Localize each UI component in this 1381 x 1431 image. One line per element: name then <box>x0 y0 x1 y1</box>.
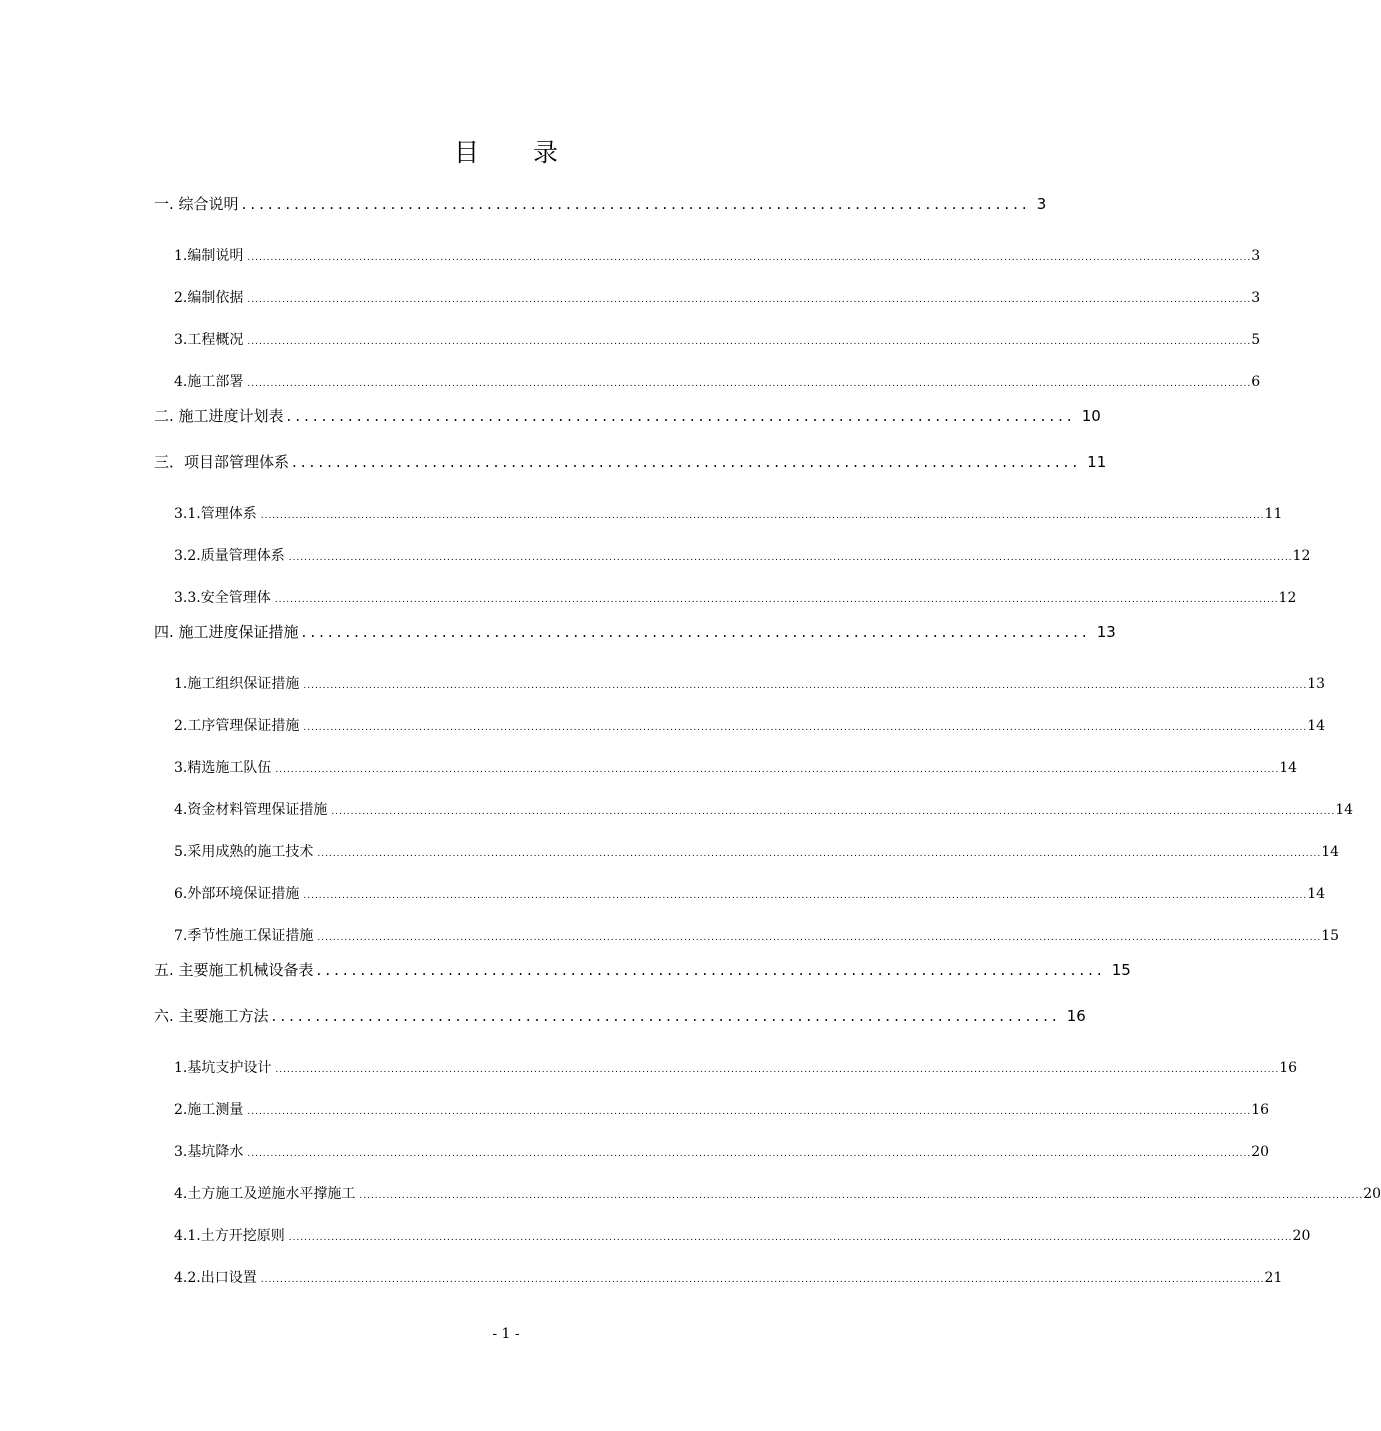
toc-subsection-entry[interactable] <box>154 748 1298 788</box>
toc-leader-dots: .................................................................................................................................................................................................................................................................... <box>247 337 1252 347</box>
toc-title-char-2: 录 <box>533 138 559 167</box>
toc-entry-label: 3.3.安全管理体 <box>174 590 271 606</box>
toc-entry-page: 14 <box>1321 844 1340 860</box>
toc-entry-label: 4.土方施工及逆施水平撑施工 <box>174 1186 356 1202</box>
toc-leader-dots: .................................................................................................................................................................................................................................................................... <box>247 1149 1252 1159</box>
toc-subsection-entry[interactable] <box>154 832 1340 872</box>
toc-subsection-entry[interactable] <box>154 536 1311 576</box>
toc-entry-label: 三．项目部管理体系 <box>154 453 290 471</box>
toc-subsection-entry[interactable] <box>154 1174 1381 1214</box>
toc-entry-label: 6.外部环境保证措施 <box>174 886 300 902</box>
toc-leader-dots: .................................................................................................................................................................................................................................................................... <box>331 807 1336 817</box>
toc-entry-page: 20 <box>1363 1186 1381 1202</box>
toc-leader-dots: .................................................................................................................................................................................................................................................................... <box>260 511 1265 521</box>
toc-entry-page: 14 <box>1307 718 1326 734</box>
toc-entry-page: 21 <box>1264 1270 1283 1286</box>
toc-subsection-entry[interactable] <box>154 664 1326 704</box>
toc-leader-dots: .................................................................................................................................................................................................................................................................... <box>317 933 1322 943</box>
toc-entry-label: 五. 主要施工机械设备表 <box>154 961 314 979</box>
toc-entry-page: 14 <box>1307 886 1326 902</box>
toc-leader-dots: .................................................................................................................................................................................................................................................................... <box>275 1065 1280 1075</box>
toc-leader-dots: .................................................................................................................................................................................................................................................................... <box>288 553 1293 563</box>
toc-entry-page: 12 <box>1292 548 1311 564</box>
toc-subsection-entry[interactable] <box>154 1216 1311 1256</box>
toc-entry-page: 13 <box>1307 676 1326 692</box>
toc-leader-dots: .................................................................................................................................................................................................................................................................... <box>247 295 1252 305</box>
toc-entry-page: 3 <box>1251 248 1261 264</box>
toc-section-entry[interactable] <box>154 190 1047 236</box>
toc-subsection-entry[interactable] <box>154 1132 1270 1172</box>
toc-leader-dots: .................................................................................................................................................................................................................................................................... <box>317 849 1322 859</box>
toc-entry-page: 5 <box>1251 332 1261 348</box>
toc-leader-dots: .................................................................................................................................................................................................................................................................... <box>247 1107 1252 1117</box>
toc-entry-label: 3.精选施工队伍 <box>174 760 272 776</box>
toc-section-entry[interactable] <box>154 1002 1086 1048</box>
toc-entry-label: 4.1.土方开挖原则 <box>174 1228 285 1244</box>
toc-entry-page: 14 <box>1279 760 1298 776</box>
toc-entry-label: 六. 主要施工方法 <box>154 1007 269 1025</box>
toc-entry-label: 四. 施工进度保证措施 <box>154 623 299 641</box>
toc-entry-label: 3.工程概况 <box>174 332 244 348</box>
toc-entry-page: 20 <box>1251 1144 1270 1160</box>
toc-entry-page: 11 <box>1087 453 1107 471</box>
toc-section-entry[interactable] <box>154 618 1116 664</box>
toc-entry-label: 一. 综合说明 <box>154 195 239 213</box>
toc-leader-dots: .................................................................................................................................................................................................................................................................... <box>303 723 1308 733</box>
toc-subsection-entry[interactable] <box>154 916 1340 956</box>
toc-leader-dots: .................................................................................................................................................................................................................................................................... <box>303 681 1308 691</box>
toc-subsection-entry[interactable] <box>154 1258 1283 1298</box>
toc-entry-page: 15 <box>1321 928 1340 944</box>
toc-leader-dots: .................................................................................................................................................................................................................................................................... <box>275 765 1280 775</box>
toc-entry-label: 7.季节性施工保证措施 <box>174 928 314 944</box>
toc-leader-dots: .................................................................................................................................................................................................................................................................... <box>274 595 1279 605</box>
toc-entry-label: 2.编制依据 <box>174 290 244 306</box>
toc-subsection-entry[interactable] <box>154 706 1326 746</box>
toc-title <box>0 133 1012 169</box>
toc-entry-page: 20 <box>1292 1228 1311 1244</box>
toc-entry-page: 12 <box>1278 590 1297 606</box>
table-of-contents <box>154 190 1381 1298</box>
toc-leader-dots: .................................................................................................................................................................................................................................................................... <box>303 891 1308 901</box>
toc-entry-page: 3 <box>1036 195 1047 213</box>
toc-entry-label: 3.基坑降水 <box>174 1144 244 1160</box>
toc-subsection-entry[interactable] <box>154 320 1261 360</box>
toc-entry-page: 16 <box>1251 1102 1270 1118</box>
toc-subsection-entry[interactable] <box>154 494 1283 534</box>
toc-title-char-1: 目 <box>453 138 479 167</box>
toc-entry-page: 14 <box>1335 802 1354 818</box>
toc-section-entry[interactable] <box>154 402 1101 448</box>
toc-leader-dots: .......................................................................................... <box>286 407 1076 425</box>
toc-entry-page: 16 <box>1279 1060 1298 1076</box>
toc-entry-page: 16 <box>1066 1007 1086 1025</box>
toc-entry-label: 1.基坑支护设计 <box>174 1060 272 1076</box>
toc-entry-page: 6 <box>1251 374 1261 390</box>
toc-leader-dots: .................................................................................................................................................................................................................................................................... <box>359 1191 1364 1201</box>
toc-entry-label: 4.施工部署 <box>174 374 244 390</box>
toc-leader-dots: .................................................................................................................................................................................................................................................................... <box>260 1275 1265 1285</box>
toc-entry-label: 二. 施工进度计划表 <box>154 407 284 425</box>
toc-leader-dots: .................................................................................................................................................................................................................................................................... <box>247 379 1252 389</box>
toc-entry-label: 4.资金材料管理保证措施 <box>174 802 328 818</box>
toc-subsection-entry[interactable] <box>154 1048 1298 1088</box>
toc-entry-page: 13 <box>1096 623 1116 641</box>
toc-entry-page: 10 <box>1081 407 1101 425</box>
toc-entry-label: 4.2.出口设置 <box>174 1270 257 1286</box>
page-number: - 1 - <box>492 1326 520 1342</box>
toc-subsection-entry[interactable] <box>154 578 1297 618</box>
toc-subsection-entry[interactable] <box>154 874 1326 914</box>
toc-subsection-entry[interactable] <box>154 236 1261 276</box>
toc-subsection-entry[interactable] <box>154 1090 1270 1130</box>
toc-entry-page: 3 <box>1251 290 1261 306</box>
toc-leader-dots: .......................................................................................... <box>241 195 1031 213</box>
toc-subsection-entry[interactable] <box>154 362 1261 402</box>
toc-subsection-entry[interactable] <box>154 278 1261 318</box>
toc-section-entry[interactable] <box>154 448 1107 494</box>
toc-subsection-entry[interactable] <box>154 790 1354 830</box>
toc-entry-label: 1.施工组织保证措施 <box>174 676 300 692</box>
toc-leader-dots: .................................................................................................................................................................................................................................................................... <box>288 1233 1293 1243</box>
toc-entry-label: 1.编制说明 <box>174 248 244 264</box>
toc-entry-label: 5.采用成熟的施工技术 <box>174 844 314 860</box>
toc-entry-page: 11 <box>1264 506 1283 522</box>
toc-leader-dots: .................................................................................................................................................................................................................................................................... <box>247 253 1252 263</box>
toc-entry-label: 3.2.质量管理体系 <box>174 548 285 564</box>
toc-entry-label: 2.工序管理保证措施 <box>174 718 300 734</box>
toc-leader-dots: .......................................................................................... <box>301 623 1091 641</box>
toc-leader-dots: .......................................................................................... <box>316 961 1106 979</box>
toc-section-entry[interactable] <box>154 956 1131 1002</box>
toc-entry-page: 15 <box>1111 961 1131 979</box>
toc-entry-label: 3.1.管理体系 <box>174 506 257 522</box>
toc-entry-label: 2.施工测量 <box>174 1102 244 1118</box>
toc-leader-dots: .......................................................................................... <box>271 1007 1061 1025</box>
toc-leader-dots: .......................................................................................... <box>292 453 1082 471</box>
